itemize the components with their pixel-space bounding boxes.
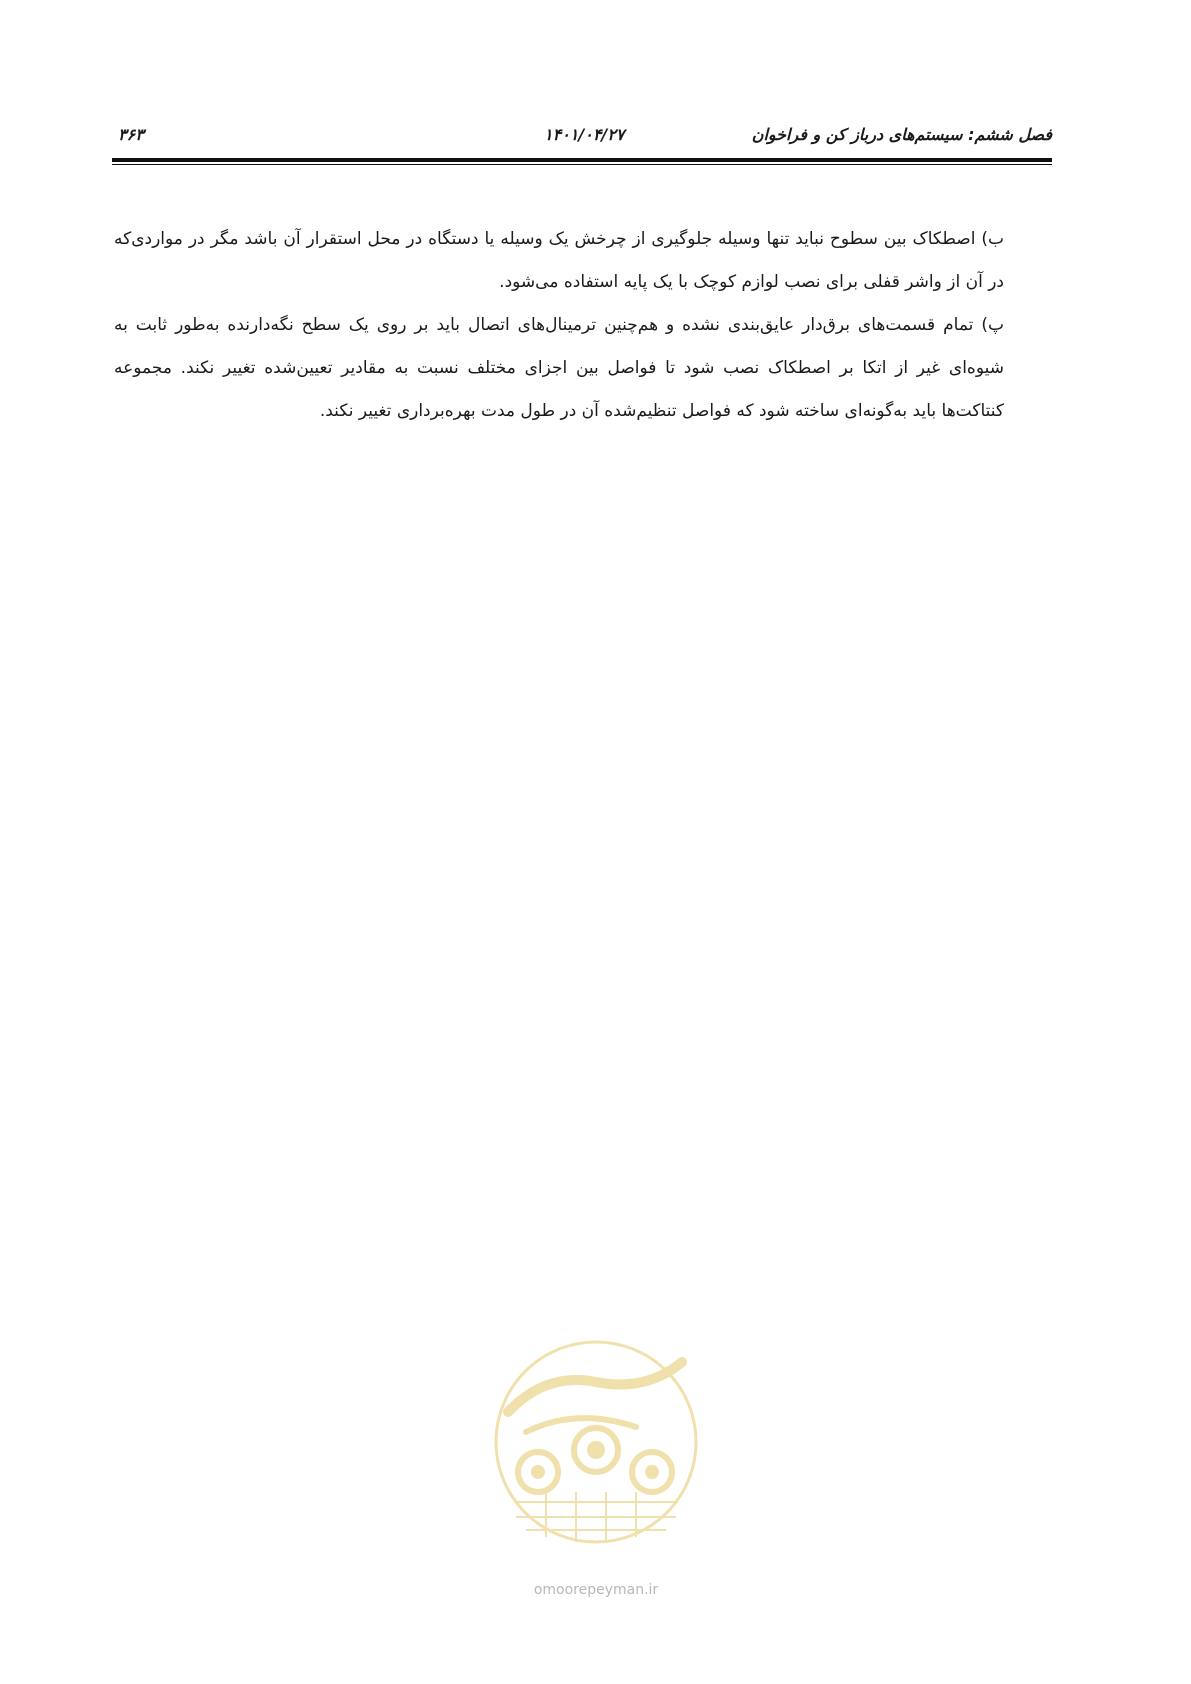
body-text [114, 218, 1004, 433]
header-rule-thin [112, 164, 1052, 165]
paragraph-b: ب) اصطکاک بین سطوح نباید تنها وسیله جلوگیری از چرخش یک وسیله یا دستگاه در محل استقرار آن باشد مگر در مواردی‌که در آن از واشر قفلی برای نصب لوازم کوچک با یک پایه استفاده می‌شود. [114, 229, 1004, 292]
header-date: ۱۴۰۱/۰۴/۲۷ [544, 125, 625, 144]
watermark-url: omoorepeyman.ir [533, 1582, 659, 1598]
watermark-logo-icon [486, 1332, 706, 1612]
chapter-title: فصل ششم: سیستم‌های درباز کن و فراخوان [751, 125, 1052, 144]
paragraph-p: پ) تمام قسمت‌های برق‌دار عایق‌بندی نشده و هم‌چنین ترمینال‌های اتصال باید بر روی یک سطح نگه‌دارنده به‌طور ثابت به شیوه‌ای غیر از اتکا بر اصطکاک نصب شود تا فواصل بین اجزای مختلف نسبت به مقادیر تعیین‌شده تغییر نکند. مجموعه کنتاکت‌ها باید به‌گونه‌ای ساخته شود که فواصل تنظیم‌شده آن در طول مدت بهره‌برداری تغییر نکند. [114, 315, 1004, 421]
page-header [112, 116, 1052, 152]
page-number: ۳۶۳ [118, 125, 144, 144]
header-rule-thick [112, 158, 1052, 162]
